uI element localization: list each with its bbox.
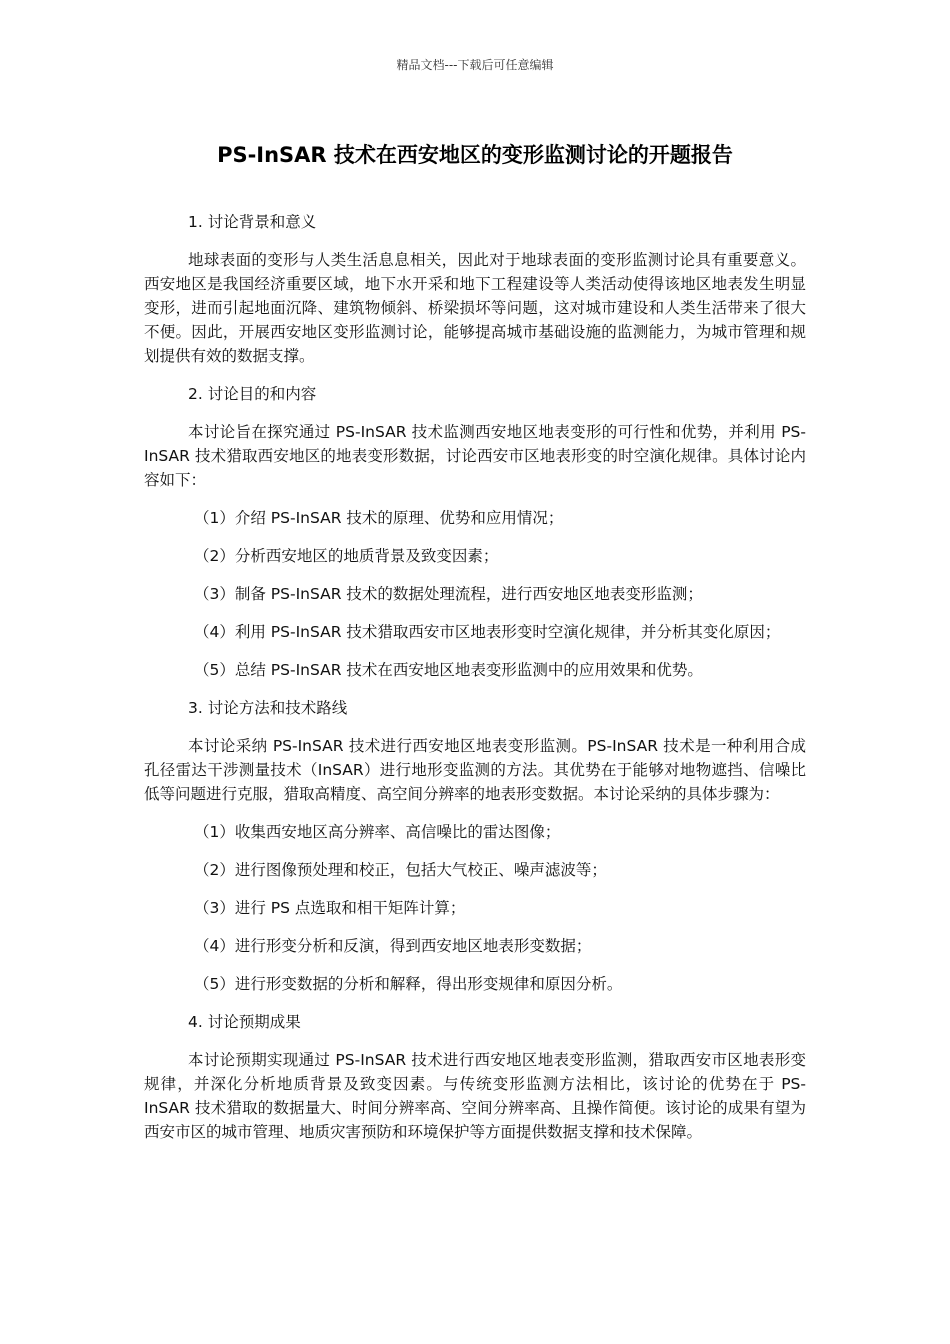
section-paragraph: 本讨论预期实现通过 PS-InSAR 技术进行西安地区地表变形监测，猎取西安市区地表形变规律，并深化分析地质背景及致变因素。与传统变形监测方法相比，该讨论的优势在于 PS-InSAR 技术猎取的数据量大、时间分辨率高、空间分辨率高、且操作简便。该讨论的成果有望为西安市区的城市管理、地质灾害预防和环境保护等方面提供数据支撑和技术保障。 — [144, 1051, 806, 1141]
list-item: （4）进行形变分析和反演，得到西安地区地表形变数据； — [194, 937, 592, 955]
section-heading: 4. 讨论预期成果 — [188, 1013, 301, 1031]
list-item: （5）总结 PS-InSAR 技术在西安地区地表变形监测中的应用效果和优势。 — [194, 661, 703, 679]
list-item: （5）进行形变数据的分析和解释，得出形变规律和原因分析。 — [194, 975, 623, 993]
section-heading: 1. 讨论背景和意义 — [188, 213, 317, 231]
section-heading: 2. 讨论目的和内容 — [188, 385, 317, 403]
section-paragraph: 地球表面的变形与人类生活息息相关，因此对于地球表面的变形监测讨论具有重要意义。西安地区是我国经济重要区域，地下水开采和地下工程建设等人类活动使得该地区地表发生明显变形，进而引起地面沉降、建筑物倾斜、桥梁损坏等问题，这对城市建设和人类生活带来了很大不便。因此，开展西安地区变形监测讨论，能够提高城市基础设施的监测能力，为城市管理和规划提供有效的数据支撑。 — [144, 251, 806, 365]
list-item: （1）收集西安地区高分辨率、高信噪比的雷达图像； — [194, 823, 561, 841]
list-item: （4）利用 PS-InSAR 技术猎取西安市区地表形变时空演化规律，并分析其变化原因； — [194, 623, 781, 641]
list-item: （3）制备 PS-InSAR 技术的数据处理流程，进行西安地区地表变形监测； — [194, 585, 703, 603]
list-item: （2）分析西安地区的地质背景及致变因素； — [194, 547, 499, 565]
section-heading: 3. 讨论方法和技术路线 — [188, 699, 348, 717]
section-paragraph: 本讨论采纳 PS-InSAR 技术进行西安地区地表变形监测。PS-InSAR 技术是一种利用合成孔径雷达干涉测量技术（InSAR）进行地形变监测的方法。其优势在于能够对地物遮挡、信噪比低等问题进行克服，猎取高精度、高空间分辨率的地表形变数据。本讨论采纳的具体步骤为： — [144, 737, 806, 803]
list-item: （1）介绍 PS-InSAR 技术的原理、优势和应用情况； — [194, 509, 564, 527]
page-header: 精品文档---下载后可任意编辑 — [396, 58, 554, 72]
list-item: （2）进行图像预处理和校正，包括大气校正、噪声滤波等； — [194, 861, 607, 879]
section-paragraph: 本讨论旨在探究通过 PS-InSAR 技术监测西安地区地表变形的可行性和优势，并利用 PS-InSAR 技术猎取西安地区的地表变形数据，讨论西安市区地表形变的时空演化规律。具体讨论内容如下： — [144, 423, 806, 489]
document-body — [144, 210, 806, 1158]
list-item: （3）进行 PS 点选取和相干矩阵计算； — [194, 899, 466, 917]
document-title: PS-InSAR 技术在西安地区的变形监测讨论的开题报告 — [217, 143, 733, 167]
